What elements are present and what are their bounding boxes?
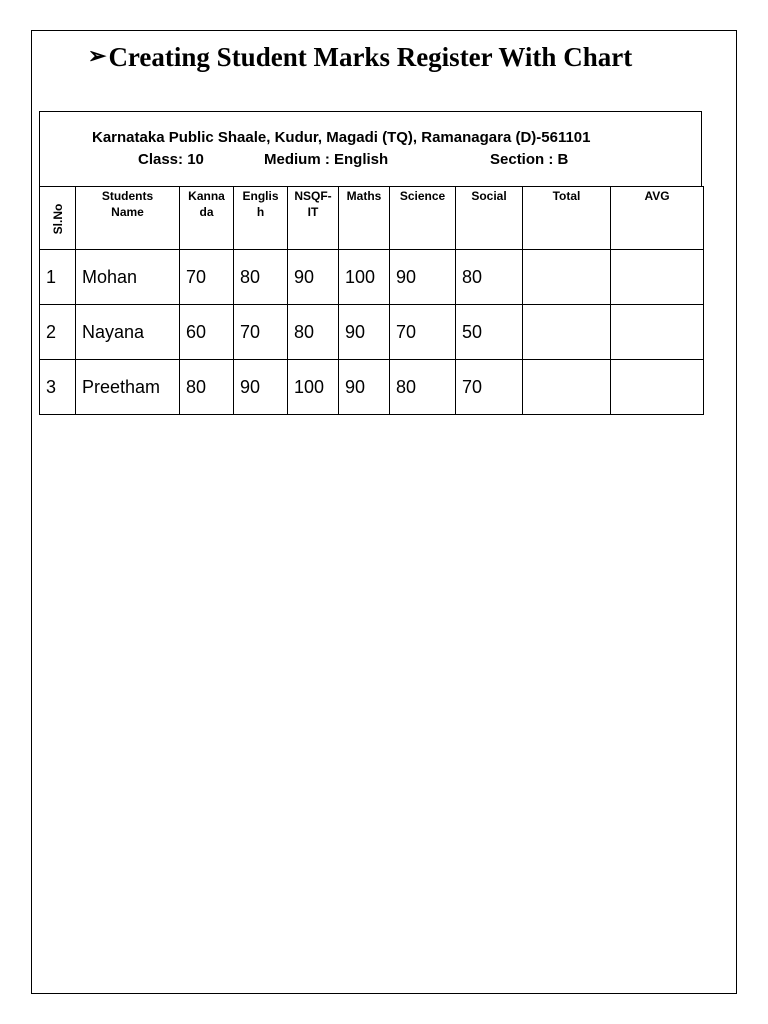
- cell-social[interactable]: 50: [456, 305, 523, 360]
- cell-total[interactable]: [523, 250, 611, 305]
- cell-science[interactable]: 80: [390, 360, 456, 415]
- column-header-maths: Maths: [339, 187, 390, 250]
- section-label: Section : B: [490, 151, 569, 168]
- cell-avg[interactable]: [611, 360, 704, 415]
- cell-english[interactable]: 80: [234, 250, 288, 305]
- cell-maths[interactable]: 90: [339, 305, 390, 360]
- column-header-name: Students Name: [76, 187, 180, 250]
- cell-avg[interactable]: [611, 305, 704, 360]
- column-header-kannada: Kanna da: [180, 187, 234, 250]
- marks-table: [39, 186, 704, 415]
- column-header-total: Total: [523, 187, 611, 250]
- page-title: [88, 42, 708, 73]
- cell-student-name[interactable]: Preetham: [76, 360, 180, 415]
- cell-science[interactable]: 70: [390, 305, 456, 360]
- arrow-bullet-icon: ➢: [88, 43, 107, 68]
- column-header-social: Social: [456, 187, 523, 250]
- cell-nsqf-it[interactable]: 90: [288, 250, 339, 305]
- column-header-nsqf-it: NSQF-IT: [288, 187, 339, 250]
- school-header: [39, 111, 702, 187]
- cell-english[interactable]: 90: [234, 360, 288, 415]
- cell-nsqf-it[interactable]: 100: [288, 360, 339, 415]
- school-name: Karnataka Public Shaale, Kudur, Magadi (TQ), Ramanagara (D)-561101: [92, 129, 591, 146]
- cell-student-name[interactable]: Mohan: [76, 250, 180, 305]
- column-header-english: Englis h: [234, 187, 288, 250]
- cell-kannada[interactable]: 70: [180, 250, 234, 305]
- cell-slno[interactable]: 3: [40, 360, 76, 415]
- table-row: [40, 250, 704, 305]
- cell-social[interactable]: 70: [456, 360, 523, 415]
- cell-maths[interactable]: 100: [339, 250, 390, 305]
- cell-kannada[interactable]: 60: [180, 305, 234, 360]
- column-header-science: Science: [390, 187, 456, 250]
- table-row: [40, 360, 704, 415]
- cell-total[interactable]: [523, 305, 611, 360]
- cell-science[interactable]: 90: [390, 250, 456, 305]
- class-label: Class: 10: [138, 151, 204, 168]
- cell-slno[interactable]: 2: [40, 305, 76, 360]
- column-header-slno: Sl.No: [40, 187, 76, 250]
- header-row: [40, 187, 704, 250]
- cell-total[interactable]: [523, 360, 611, 415]
- cell-nsqf-it[interactable]: 80: [288, 305, 339, 360]
- cell-student-name[interactable]: Nayana: [76, 305, 180, 360]
- cell-slno[interactable]: 1: [40, 250, 76, 305]
- cell-social[interactable]: 80: [456, 250, 523, 305]
- cell-kannada[interactable]: 80: [180, 360, 234, 415]
- page-title-text: Creating Student Marks Register With Chart: [108, 42, 633, 72]
- table-row: [40, 305, 704, 360]
- cell-maths[interactable]: 90: [339, 360, 390, 415]
- medium-label: Medium : English: [264, 151, 389, 168]
- cell-avg[interactable]: [611, 250, 704, 305]
- column-header-avg: AVG: [611, 187, 704, 250]
- cell-english[interactable]: 70: [234, 305, 288, 360]
